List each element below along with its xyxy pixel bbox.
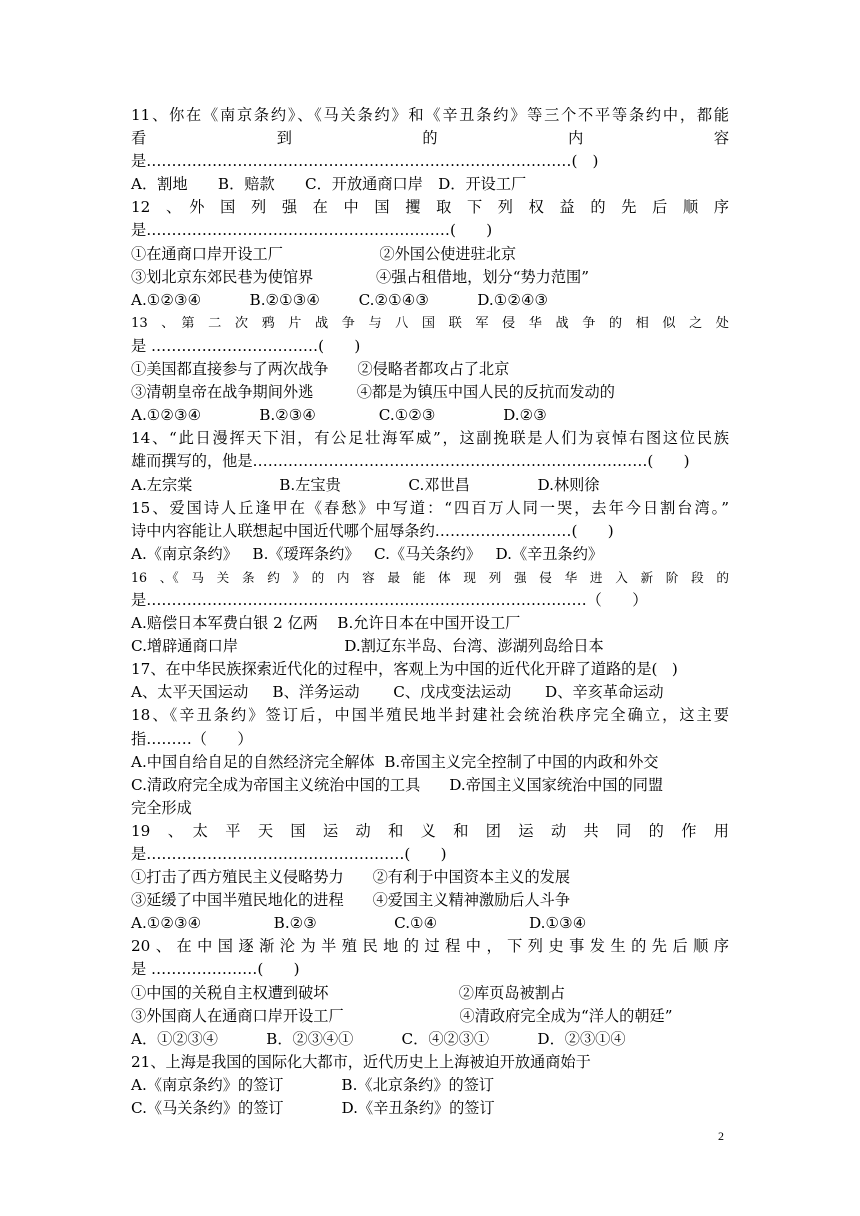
text-line: A.赔偿日本军费白银 2 亿两 B.允许日本在中国开设工厂	[131, 614, 521, 633]
text-line: 是…………………………………………………………………………( )	[131, 152, 599, 171]
text-line: C.《马关条约》的签订 D.《辛丑条约》的签订	[131, 1099, 495, 1118]
text-line: 诗中内容能让人联想起中国近代哪个屈辱条约………………………( )	[131, 521, 614, 540]
text-line: 15、爱国诗人丘逢甲在《春愁》中写道：“四百万人同一哭，去年今日割台湾。”	[131, 498, 729, 517]
text-line: 是……………………………………………………( )	[131, 221, 493, 240]
text-line: A.左宗棠 B.左宝贵 C.邓世昌 D.林则徐	[131, 475, 600, 494]
text-line: ③延缓了中国半殖民地化的进程 ④爱国主义精神激励后人斗争	[131, 891, 571, 910]
text-line: A.①②③④ B.②①③④ C.②①④③ D.①②④③	[131, 290, 549, 309]
text-line: A．割地 B．赔款 C．开放通商口岸 D．开设工厂	[131, 175, 527, 194]
text-line: A．①②③④ B．②③④① C．④②③① D．②③①④	[131, 1029, 626, 1048]
text-line: 完全形成	[131, 798, 192, 817]
text-line: ③划北京东郊民巷为使馆界 ④强占租借地，划分“势力范围”	[131, 267, 589, 286]
text-line: 21、上海是我国的国际化大都市，近代历史上上海被迫开放通商始于	[131, 1052, 591, 1071]
text-line: ①美国都直接参与了两次战争 ②侵略者都攻占了北京	[131, 360, 510, 379]
text-line: 20、在中国逐渐沦为半殖民地的过程中，下列史事发生的先后顺序	[131, 937, 729, 956]
text-line: ①打击了西方殖民主义侵略势力 ②有利于中国资本主义的发展	[131, 868, 571, 887]
text-line: 11、你在《南京条约》、《马关条约》和《辛丑条约》等三个不平等条约中，都能	[131, 106, 729, 124]
text-line: A、太平天国运动 B、洋务运动 C、戊戌变法运动 D、辛亥革命运动	[131, 683, 664, 702]
text-line: ③清朝皇帝在战争期间外逃 ④都是为镇压中国人民的反抗而发动的	[131, 383, 615, 402]
text-line: C.增辟通商口岸 D.割辽东半岛、台湾、澎湖列岛给日本	[131, 637, 604, 656]
text-line: A.《南京条约》的签订 B.《北京条约》的签订	[131, 1075, 495, 1094]
text-line: 雄而撰写的，他是……………………………………………………………………( )	[131, 452, 690, 471]
text-line: C.清政府完全成为帝国主义统治中国的工具 D.帝国主义国家统治中国的同盟	[131, 775, 664, 794]
text-line: 指………（ ）	[131, 729, 253, 748]
text-line: ③外国商人在通商口岸开设工厂 ④清政府完全成为“洋人的朝廷”	[131, 1006, 673, 1025]
text-line: 是 ……………………………( )	[131, 336, 361, 355]
text-line: A.中国自给自足的自然经济完全解体 B.帝国主义完全控制了中国的内政和外交	[131, 752, 659, 771]
text-line: 19 、 太 平 天 国 运 动 和 义 和 团 运 动 共 同 的 作 用	[131, 821, 729, 840]
text-line: ①在通商口岸开设工厂 ②外国公使进驻北京	[131, 244, 517, 263]
text-line: 14、“此日漫挥天下泪，有公足壮海军威”，这副挽联是人们为哀悼右图这位民族	[131, 429, 729, 448]
text-line: 是……………………………………………………………………………（ ）	[131, 590, 648, 609]
text-line: 17、在中华民族探索近代化的过程中，客观上为中国的近代化开辟了道路的是( )	[131, 660, 678, 679]
page-number: 2	[718, 1129, 724, 1143]
text-line: 看 到 的 内 容	[131, 129, 729, 148]
text-line: 12 、 外 国 列 强 在 中 国 攫 取 下 列 权 益 的 先 后 顺 序	[131, 198, 729, 217]
text-line: A.《南京条约》 B.《瑷珲条约》 C.《马关条约》 D.《辛丑条约》	[131, 544, 604, 563]
text-line: 是 …………………( )	[131, 960, 300, 979]
text-line: 13 、 第 二 次 鸦 片 战 争 与 八 国 联 军 侵 华 战 争 的 相 似 之 处	[131, 315, 729, 331]
question-text-block	[131, 104, 729, 1120]
text-line: ①中国的关税自主权遭到破坏 ②库页岛被割占	[131, 983, 566, 1002]
text-line: 18、《辛丑条约》签订后，中国半殖民地半封建社会统治秩序完全确立，这主要	[131, 706, 729, 725]
text-line: 16 、《 马 关 条 约 》 的 内 容 最 能 体 现 列 强 侵 华 进 入 新 阶 段 的	[131, 569, 729, 585]
text-line: A.①②③④ B.②③ C.①④ D.①③④	[131, 914, 587, 933]
text-line: 是……………………………………………( )	[131, 845, 447, 863]
text-line: A.①②③④ B.②③④ C.①②③ D.②③	[131, 406, 547, 425]
